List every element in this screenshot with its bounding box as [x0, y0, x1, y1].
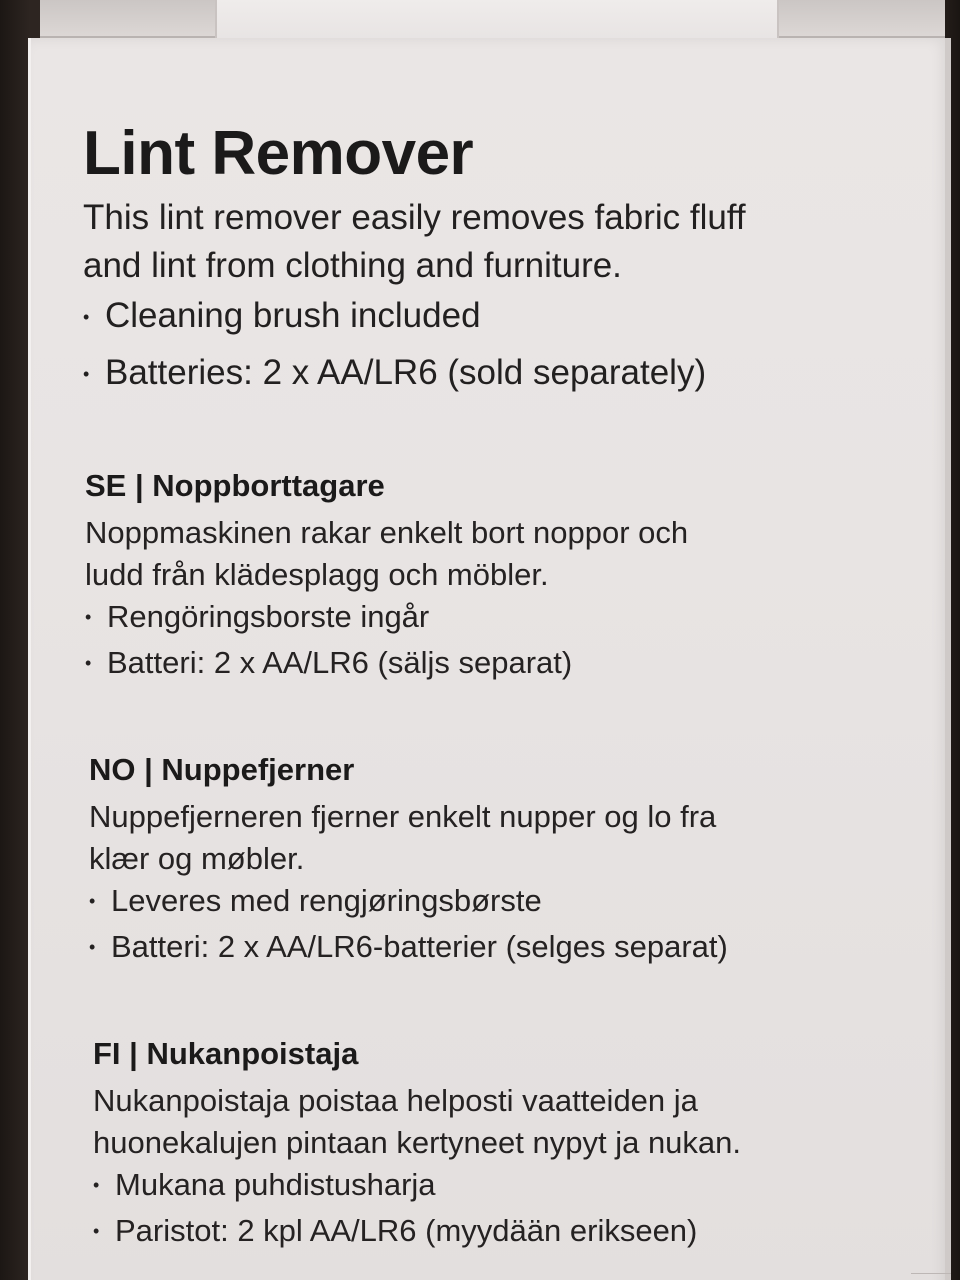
- product-description: [83, 194, 923, 290]
- section-finnish: [83, 1032, 923, 1256]
- bullet-text: Batteri: 2 x AA/LR6 (säljs separat): [107, 645, 573, 680]
- bullet-dot-icon: •: [85, 607, 92, 627]
- bullet-dot-icon: •: [89, 891, 96, 911]
- bullet-item: [93, 1210, 923, 1256]
- bullet-text: Cleaning brush included: [105, 296, 481, 335]
- bullet-dot-icon: •: [83, 364, 90, 384]
- section-swedish: [83, 464, 923, 688]
- bullet-item: [85, 596, 923, 642]
- bullet-text: Batteries: 2 x AA/LR6 (sold separately): [105, 353, 707, 392]
- bullet-text: Leveres med rengjøringsbørste: [111, 883, 542, 918]
- section-heading: FI | Nukanpoistaja: [93, 1036, 359, 1071]
- bullet-dot-icon: •: [85, 653, 92, 673]
- bullet-item: [83, 347, 923, 404]
- box-crease: [911, 1273, 951, 1274]
- bullet-dot-icon: •: [93, 1175, 100, 1195]
- bullet-item: [83, 290, 923, 347]
- description-line: klær og møbler.: [89, 841, 305, 876]
- bullet-item: [89, 926, 923, 972]
- bullet-text: Batteri: 2 x AA/LR6-batterier (selges separat): [111, 929, 728, 964]
- description-line: Nukanpoistaja poistaa helposti vaatteiden ja: [93, 1083, 698, 1118]
- description-line: This lint remover easily removes fabric fluff: [83, 198, 746, 237]
- section-heading: SE | Noppborttagare: [85, 468, 385, 503]
- description-line: and lint from clothing and furniture.: [83, 246, 622, 285]
- label-content: [83, 118, 923, 1256]
- package-back-panel: [28, 38, 951, 1280]
- description-line: Noppmaskinen rakar enkelt bort noppor och: [85, 515, 689, 550]
- description-line: Nuppefjerneren fjerner enkelt nupper og lo fra: [89, 799, 717, 834]
- product-title: Lint Remover: [83, 119, 474, 188]
- bullet-item: [93, 1164, 923, 1210]
- bullet-text: Paristot: 2 kpl AA/LR6 (myydään erikseen): [115, 1213, 698, 1248]
- description-line: huonekalujen pintaan kertyneet nypyt ja nukan.: [93, 1125, 742, 1160]
- section-heading: NO | Nuppefjerner: [89, 752, 355, 787]
- bullet-dot-icon: •: [83, 307, 90, 327]
- bullet-text: Rengöringsborste ingår: [107, 599, 430, 634]
- bullet-item: [89, 880, 923, 926]
- product-bullets: [83, 290, 923, 404]
- description-line: ludd från klädesplagg och möbler.: [85, 557, 549, 592]
- bullet-dot-icon: •: [89, 937, 96, 957]
- box-edge: [945, 38, 951, 1280]
- bullet-text: Mukana puhdistusharja: [115, 1167, 436, 1202]
- section-norwegian: [83, 748, 923, 972]
- bullet-dot-icon: •: [93, 1221, 100, 1241]
- bullet-item: [85, 642, 923, 688]
